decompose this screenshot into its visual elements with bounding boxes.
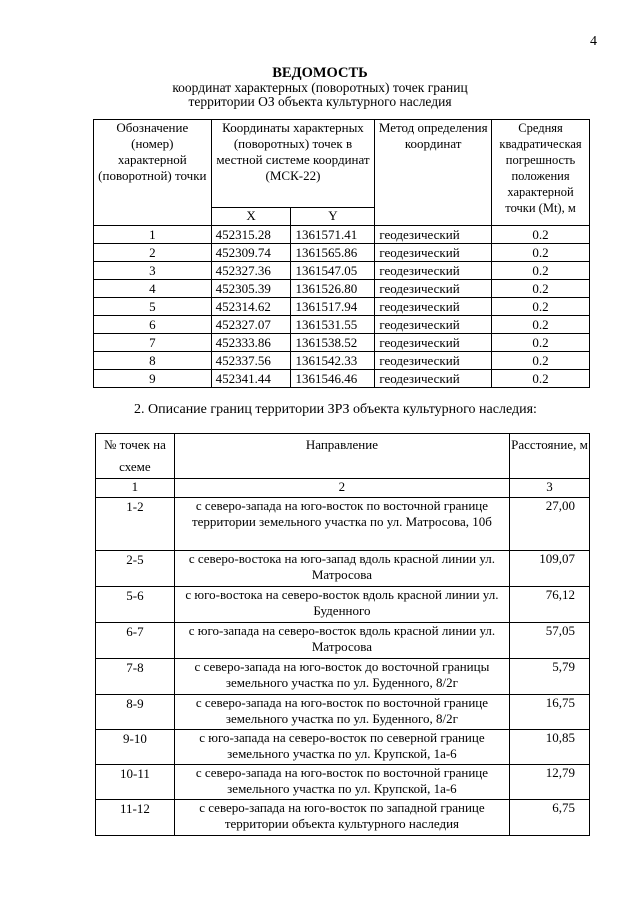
error-cell: 0.2 <box>492 370 590 388</box>
coord-y: 1361547.05 <box>291 262 375 280</box>
segment-distance: 16,75 <box>510 695 590 730</box>
coordinates-row <box>94 352 590 370</box>
point-number: 7 <box>94 334 212 352</box>
point-number: 3 <box>94 262 212 280</box>
method-cell: геодезический <box>375 334 492 352</box>
method-cell: геодезический <box>375 262 492 280</box>
coordinates-row <box>94 262 590 280</box>
boundary-row <box>96 659 590 695</box>
segment-direction: с юго-запада на северо-восток вдоль красной линии ул. Матросова <box>174 623 509 659</box>
error-cell: 0.2 <box>492 334 590 352</box>
segment-direction: с юго-востока на северо-восток вдоль красной линии ул. Буденного <box>174 587 509 623</box>
segment-direction: с северо-востока на юго-запад вдоль красной линии ул. Матросова <box>174 551 509 587</box>
coordinates-row <box>94 280 590 298</box>
boundaries-table <box>95 433 590 836</box>
error-cell: 0.2 <box>492 262 590 280</box>
segment-points: 9-10 <box>96 730 175 765</box>
method-cell: геодезический <box>375 226 492 244</box>
segment-distance: 5,79 <box>510 659 590 695</box>
point-number: 2 <box>94 244 212 262</box>
title-subline-1: координат характерных (поворотных) точек границ <box>172 80 468 95</box>
point-number: 1 <box>94 226 212 244</box>
method-cell: геодезический <box>375 352 492 370</box>
segment-direction: с северо-запада на юго-восток по восточной границе земельного участка по ул. Крупской, 1а-6 <box>174 765 509 800</box>
coord-x: 452305.39 <box>211 280 291 298</box>
error-cell: 0.2 <box>492 226 590 244</box>
header-error: Средняя квадратическая погрешность положения характерной точки (Mt), м <box>492 120 590 226</box>
column-number-3: 3 <box>510 479 590 498</box>
point-number: 6 <box>94 316 212 334</box>
coordinates-row <box>94 316 590 334</box>
error-cell: 0.2 <box>492 298 590 316</box>
segment-direction: с юго-запада на северо-восток по северной границе земельного участка по ул. Крупской, 1а-6 <box>174 730 509 765</box>
coordinates-row <box>94 244 590 262</box>
coord-x: 452327.36 <box>211 262 291 280</box>
coordinates-row <box>94 298 590 316</box>
segment-points: 7-8 <box>96 659 175 695</box>
segment-direction: с северо-запада на юго-восток по восточной границе земельного участка по ул. Буденного, 8/2г <box>174 695 509 730</box>
header-method: Метод определения координат <box>375 120 492 226</box>
coord-y: 1361571.41 <box>291 226 375 244</box>
segment-distance: 57,05 <box>510 623 590 659</box>
coord-x: 452333.86 <box>211 334 291 352</box>
segment-points: 8-9 <box>96 695 175 730</box>
title-heading: ВЕДОМОСТЬ <box>272 65 368 81</box>
boundary-row <box>96 800 590 836</box>
segment-points: 1-2 <box>96 498 175 551</box>
coordinates-table-body <box>94 226 590 388</box>
segment-distance: 12,79 <box>510 765 590 800</box>
title-subline-2: территории ОЗ объекта культурного наследия <box>188 94 452 109</box>
coord-x: 452341.44 <box>211 370 291 388</box>
coord-x: 452314.62 <box>211 298 291 316</box>
point-number: 8 <box>94 352 212 370</box>
segment-points: 6-7 <box>96 623 175 659</box>
coordinates-row <box>94 226 590 244</box>
column-number-2: 2 <box>174 479 509 498</box>
boundary-row <box>96 695 590 730</box>
segment-direction: с северо-запада на юго-восток по восточной границе территории земельного участка по ул. Матросова, 10б <box>174 498 509 551</box>
error-cell: 0.2 <box>492 352 590 370</box>
segment-distance: 6,75 <box>510 800 590 836</box>
coord-y: 1361517.94 <box>291 298 375 316</box>
segment-points: 11-12 <box>96 800 175 836</box>
boundary-row <box>96 730 590 765</box>
header-x: X <box>211 208 291 226</box>
coord-x: 452337.56 <box>211 352 291 370</box>
segment-distance: 27,00 <box>510 498 590 551</box>
coord-y: 1361546.46 <box>291 370 375 388</box>
header-y: Y <box>291 208 375 226</box>
coord-y: 1361538.52 <box>291 334 375 352</box>
point-number: 5 <box>94 298 212 316</box>
coord-y: 1361542.33 <box>291 352 375 370</box>
coord-y: 1361531.55 <box>291 316 375 334</box>
segment-direction: с северо-запада на юго-восток по западной границе территории объекта культурного наследия <box>174 800 509 836</box>
error-cell: 0.2 <box>492 244 590 262</box>
coord-x: 452327.07 <box>211 316 291 334</box>
method-cell: геодезический <box>375 370 492 388</box>
coordinates-row <box>94 370 590 388</box>
segment-distance: 76,12 <box>510 587 590 623</box>
boundaries-table-body <box>96 498 590 836</box>
header-coordinates: Координаты характерных (поворотных) точек в местной системе координат (МСК-22) <box>211 120 375 208</box>
boundary-row <box>96 623 590 659</box>
method-cell: геодезический <box>375 244 492 262</box>
error-cell: 0.2 <box>492 316 590 334</box>
header-direction: Направление <box>174 434 509 479</box>
point-number: 4 <box>94 280 212 298</box>
boundary-row <box>96 765 590 800</box>
column-number-1: 1 <box>96 479 175 498</box>
section-2-heading: 2. Описание границ территории ЗРЗ объекта культурного наследия: <box>134 402 537 417</box>
segment-points: 10-11 <box>96 765 175 800</box>
point-number: 9 <box>94 370 212 388</box>
coord-x: 452315.28 <box>211 226 291 244</box>
header-designation: Обозначение (номер) характерной (поворотной) точки <box>94 120 212 226</box>
coordinates-table <box>93 119 590 388</box>
header-points: № точек на схеме <box>96 434 175 479</box>
boundary-row <box>96 551 590 587</box>
method-cell: геодезический <box>375 280 492 298</box>
coord-y: 1361565.86 <box>291 244 375 262</box>
method-cell: геодезический <box>375 316 492 334</box>
coord-x: 452309.74 <box>211 244 291 262</box>
header-distance: Расстояние, м <box>510 434 590 479</box>
segment-distance: 109,07 <box>510 551 590 587</box>
coord-y: 1361526.80 <box>291 280 375 298</box>
document-title <box>0 66 640 109</box>
segment-distance: 10,85 <box>510 730 590 765</box>
boundary-row <box>96 498 590 551</box>
segment-points: 2-5 <box>96 551 175 587</box>
boundary-row <box>96 587 590 623</box>
segment-direction: с северо-запада на юго-восток до восточной границы земельного участка по ул. Буденного, 8/2г <box>174 659 509 695</box>
segment-points: 5-6 <box>96 587 175 623</box>
page-number: 4 <box>590 34 597 49</box>
method-cell: геодезический <box>375 298 492 316</box>
error-cell: 0.2 <box>492 280 590 298</box>
coordinates-row <box>94 334 590 352</box>
